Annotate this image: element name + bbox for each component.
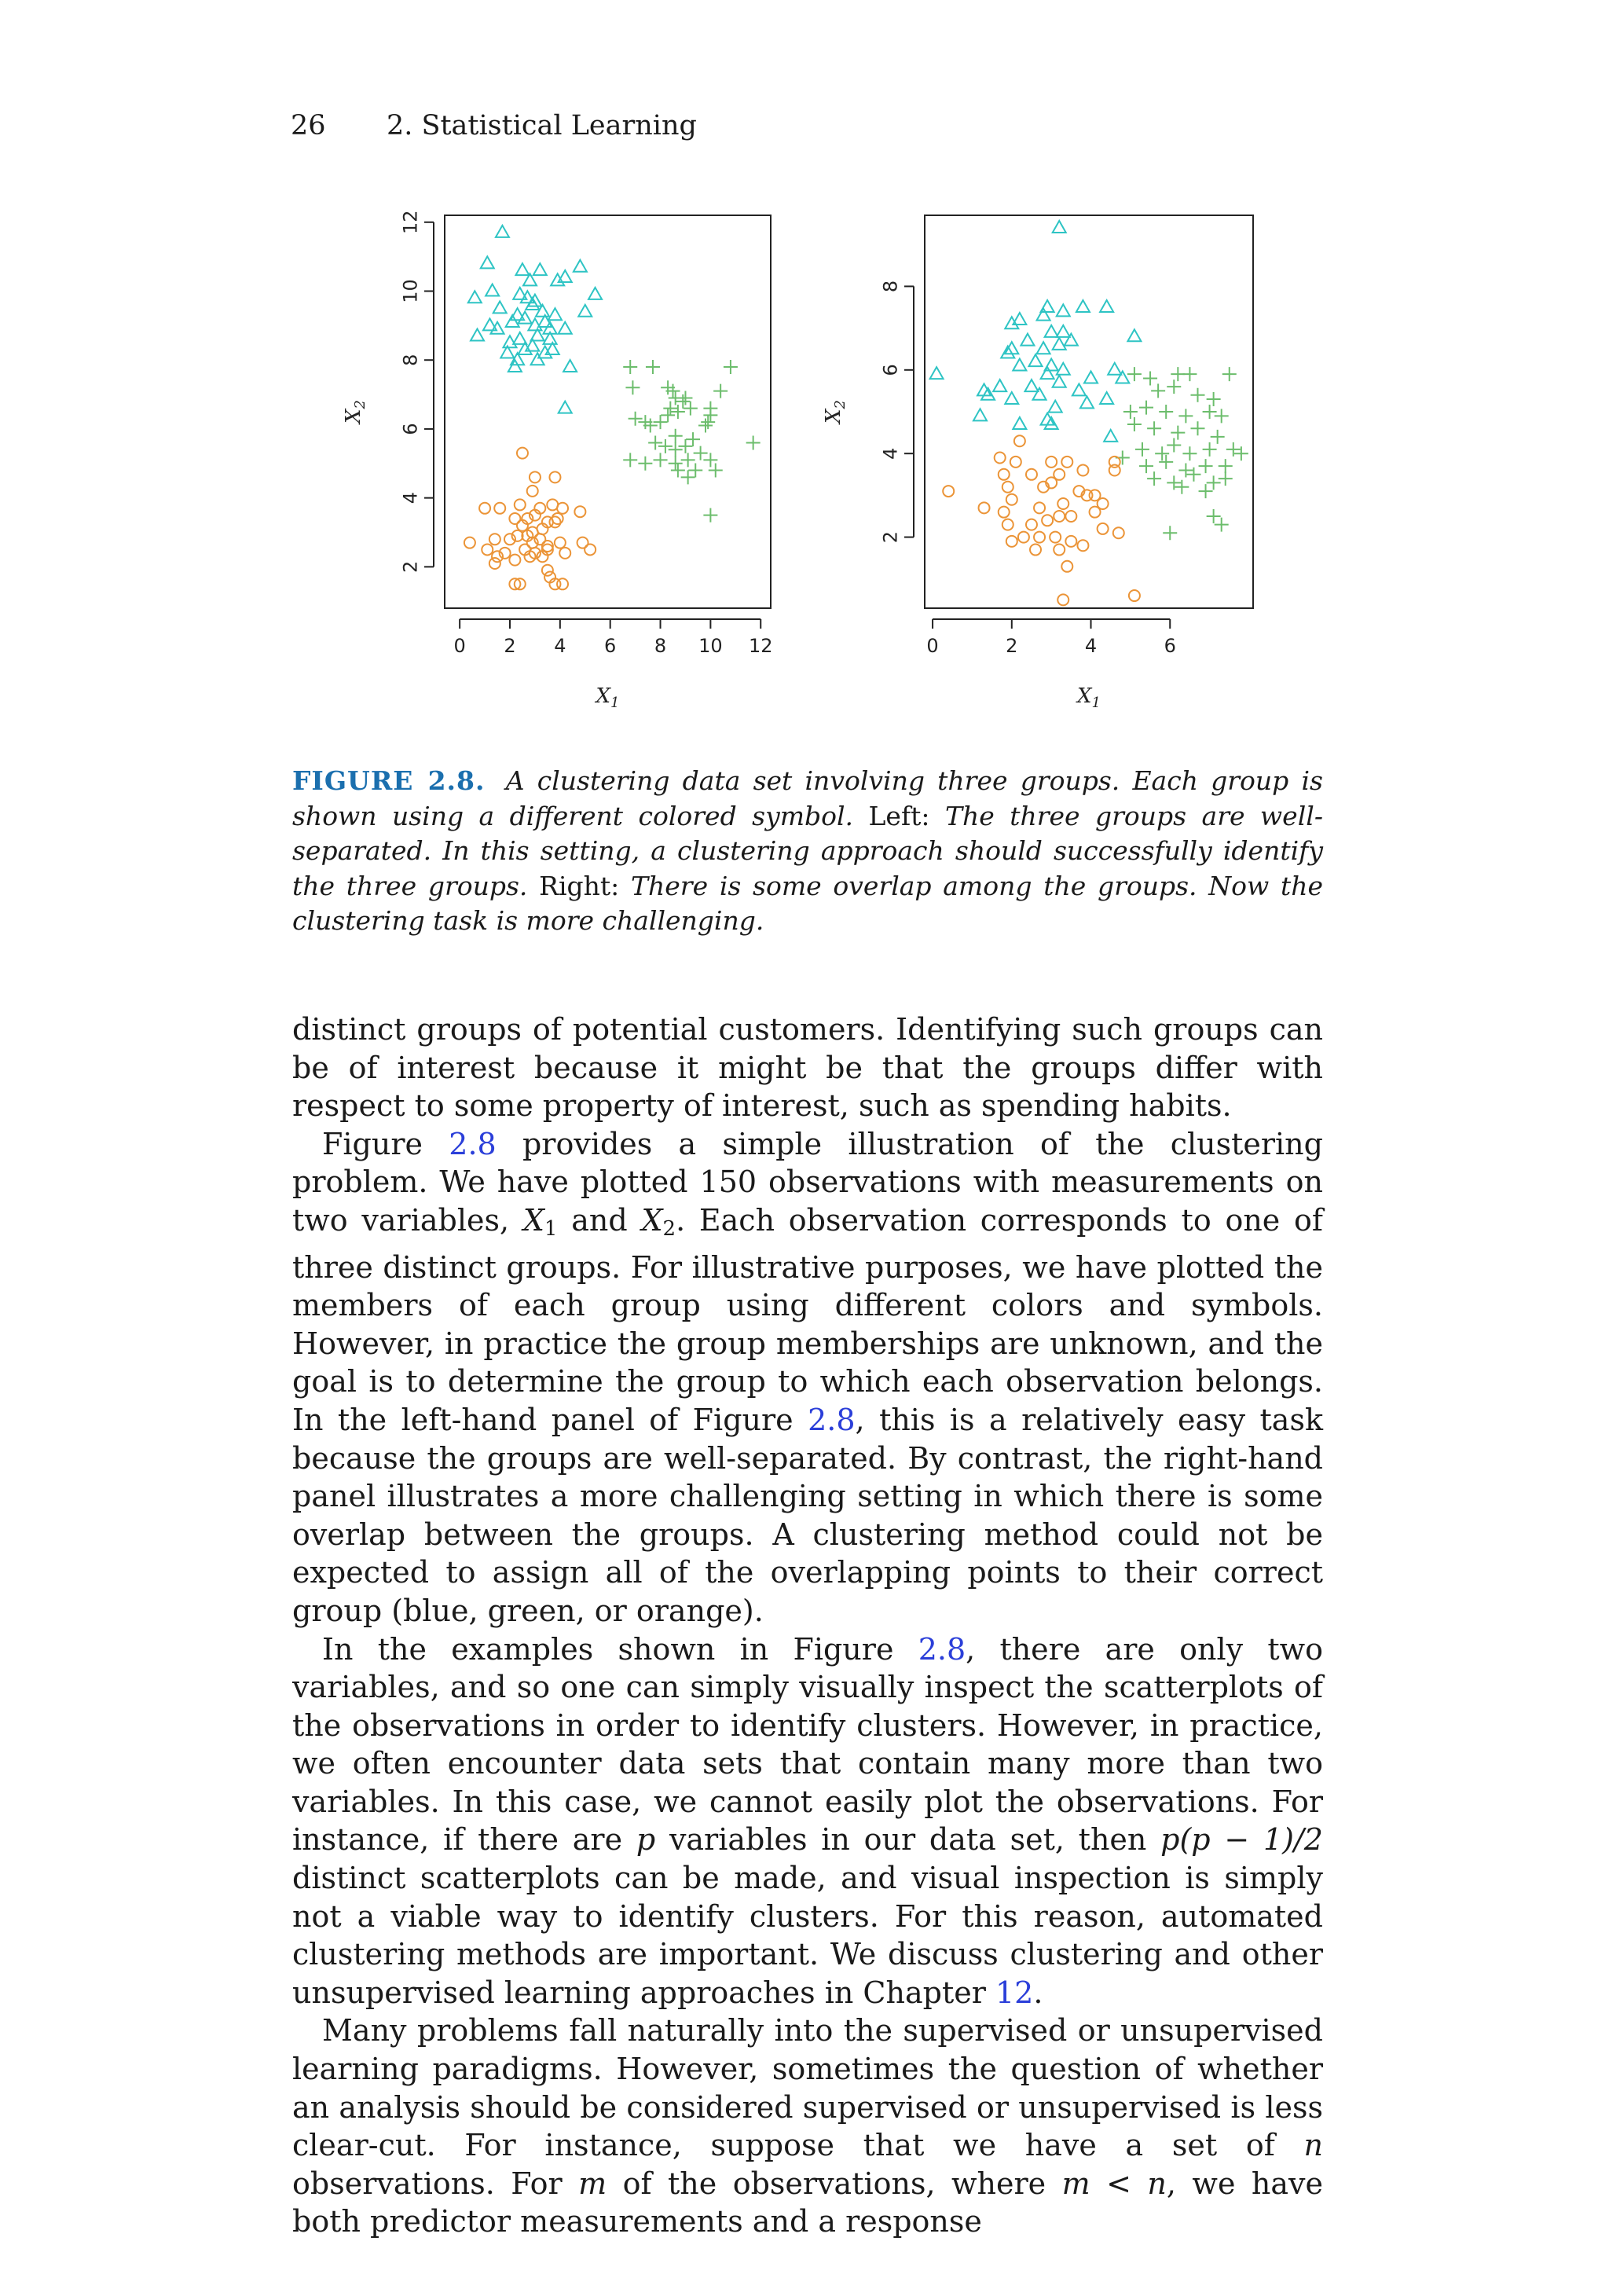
circle-point: [1002, 519, 1013, 530]
plus-point: [661, 408, 675, 422]
circle-point: [1098, 523, 1109, 534]
circle-point: [479, 503, 490, 514]
plus-point: [1167, 380, 1181, 394]
triangle-point: [1037, 342, 1050, 354]
plus-point: [681, 470, 695, 484]
triangle-point: [548, 308, 562, 320]
y-axis-label: $X_2$: [342, 400, 368, 424]
plus-point: [1159, 455, 1173, 469]
circle-point: [1042, 515, 1053, 526]
y-tick-label: 6: [399, 423, 422, 435]
paragraph-3: In the examples shown in Figure 2.8, there are only two variables, and so one can simply visually inspect the scatterplots of the observations in order to identify clusters. However, in practice, we often encounter data sets that contain many more than two variables. In this case, we cannot easily plot the observations. For instance, if there are p variables in our data set, then p(p − 1)/2 distinct scatterplots can be made, and visual inspection is simply not a viable way to identify clusters. For this reason, automated clustering methods are important. We discuss clustering and other unsupervised learning approaches in Chapter 12.: [292, 1631, 1323, 2010]
triangle-point: [1029, 354, 1043, 366]
triangle-point: [1080, 396, 1094, 408]
circle-point: [557, 578, 568, 589]
circle-point: [1090, 507, 1101, 518]
circle-point: [1010, 457, 1021, 468]
triangle-point: [508, 360, 522, 372]
series-plus: [623, 360, 760, 523]
triangle-point: [1041, 367, 1054, 379]
circle-point: [1077, 464, 1088, 475]
plus-point: [654, 415, 668, 429]
circle-point: [549, 471, 560, 482]
plus-point: [629, 412, 643, 426]
caption-sentence-3: There is some overlap among the groups. Now the clustering task is more challenging.: [292, 870, 1323, 937]
triangle-point: [1033, 388, 1046, 400]
circle-point: [999, 507, 1010, 518]
triangle-point: [496, 226, 509, 237]
circle-point: [1026, 469, 1037, 480]
circle-point: [1034, 502, 1045, 513]
plus-point: [1139, 401, 1153, 415]
caption-right-word: Right:: [539, 870, 620, 901]
y-tick-label: 2: [399, 560, 422, 574]
y-tick-label: 2: [879, 530, 902, 544]
circle-point: [552, 513, 563, 524]
triangle-point: [578, 305, 592, 317]
running-head: 2. Statistical Learning: [387, 110, 697, 141]
plus-point: [669, 429, 683, 443]
page-number: 26: [291, 110, 326, 141]
circle-point: [1129, 590, 1140, 601]
math-formula: p(p − 1)/2: [1160, 1822, 1323, 1858]
x-axis-label: $X_1$: [1077, 684, 1101, 711]
triangle-point: [973, 409, 987, 420]
triangle-point: [1021, 334, 1034, 346]
circle-point: [1018, 532, 1029, 543]
triangle-point: [1053, 376, 1066, 387]
circle-point: [509, 555, 520, 566]
circle-point: [1054, 511, 1065, 522]
circle-point: [1113, 527, 1124, 538]
caption-sentence-1: A clustering data set involving three groups. Each group is shown using a different colored symbol.: [292, 765, 1323, 831]
plus-point: [678, 439, 692, 453]
paragraph-1: distinct groups of potential customers. Identifying such groups can be of interest because it might be that the groups differ with respect to some property of interest, such as spending habits.: [292, 1012, 1323, 1124]
plus-point: [669, 442, 683, 457]
triangle-point: [563, 360, 577, 372]
plus-point: [1182, 367, 1197, 381]
circle-point: [1006, 536, 1017, 547]
plus-point: [713, 384, 728, 398]
circle-point: [999, 469, 1010, 480]
triangle-point: [1057, 304, 1070, 316]
circle-point: [555, 537, 566, 548]
circle-point: [1065, 511, 1076, 522]
math-var: X: [641, 1202, 663, 1238]
paragraph-4: Many problems fall naturally into the supervised or unsupervised learning paradigms. However, sometimes the question of whether an analysis should be considered supervised or unsupervised is less clear-cut. For instance, suppose that we have a set of n observations. For m of the observations, where m < n, we have both predictor measurements and a response: [292, 2013, 1323, 2239]
circle-point: [557, 503, 568, 514]
triangle-point: [468, 291, 482, 303]
x-tick-label: 2: [1006, 635, 1018, 657]
triangle-point: [559, 402, 572, 413]
plus-point: [1127, 367, 1142, 381]
circle-point: [517, 448, 528, 459]
circle-point: [1054, 545, 1065, 556]
plus-point: [688, 464, 702, 478]
triangle-point: [930, 367, 944, 379]
circle-point: [574, 506, 585, 517]
math-var: n: [1303, 2128, 1323, 2163]
plus-point: [671, 464, 685, 478]
plus-point: [681, 453, 695, 467]
triangle-point: [1127, 329, 1141, 341]
circle-point: [515, 499, 526, 510]
figure-label: FIGURE 2.8.: [292, 765, 486, 796]
triangle-point: [1076, 300, 1090, 312]
plus-point: [654, 453, 668, 467]
x-tick-label: 6: [604, 635, 617, 657]
y-tick-label: 4: [879, 447, 902, 460]
plus-point: [1171, 426, 1185, 440]
plus-point: [694, 446, 708, 460]
circle-point: [1014, 435, 1025, 446]
plus-point: [686, 432, 700, 446]
chapter-ref-link[interactable]: 12: [995, 1975, 1034, 2010]
triangle-point: [531, 353, 544, 365]
plus-point: [669, 457, 683, 471]
plus-point: [1211, 430, 1225, 444]
paragraph-2: Figure 2.8 provides a simple illustration of the clustering problem. We have plotted 150 observations with measurements on two variables, X1 and X2. Each observation corresponds to one of three distinct groups. For illustrative purposes, we have plotted the members of each group using different colors and symbols. However, in practice the group memberships are unknown, and the goal is to determine the group to which each observation belongs. In the left-hand panel of Figure 2.8, this is a relatively easy task because the groups are well-separated. By contrast, the right-hand panel illustrates a more challenging setting in which there is some overlap between the groups. A clustering method could not be expected to assign all of the overlapping points to their correct group (blue, green, or orange).: [292, 1126, 1323, 1628]
x-tick-label: 8: [654, 635, 667, 657]
plus-point: [1190, 421, 1204, 435]
plus-point: [1203, 442, 1217, 457]
math-var: m: [578, 2166, 607, 2201]
circle-point: [482, 544, 493, 555]
plus-point: [1178, 409, 1193, 423]
y-tick-label: 8: [399, 354, 422, 366]
plus-point: [1163, 526, 1177, 540]
circle-point: [1057, 498, 1068, 509]
triangle-point: [1053, 338, 1066, 350]
plus-point: [1207, 509, 1221, 523]
triangle-point: [1037, 309, 1050, 321]
triangle-point: [1005, 392, 1018, 404]
x-tick-label: 2: [504, 635, 516, 657]
circle-point: [943, 486, 954, 497]
circle-point: [1050, 532, 1061, 543]
triangle-point: [1013, 417, 1026, 429]
y-tick-label: 10: [399, 279, 422, 303]
triangle-point: [1045, 325, 1058, 337]
triangle-point: [1108, 363, 1121, 375]
x-tick-label: 4: [1084, 635, 1098, 657]
caption-sentence-2: The three groups are well-separated. In this setting, a clustering approach should successfully identify the three groups.: [292, 800, 1323, 901]
triangle-point: [559, 322, 572, 334]
circle-point: [995, 453, 1006, 464]
triangle-point: [481, 256, 494, 268]
triangle-point: [533, 263, 547, 275]
circle-point: [1109, 464, 1120, 475]
plus-point: [1147, 471, 1161, 486]
plus-point: [724, 360, 738, 374]
plus-point: [1199, 484, 1213, 498]
plus-point: [658, 439, 673, 453]
plus-point: [1207, 392, 1221, 406]
circle-point: [1077, 540, 1088, 551]
circle-point: [1061, 561, 1072, 572]
circle-point: [464, 537, 475, 548]
plus-point: [1123, 405, 1138, 419]
scatterplot-left: [0, 0, 1609, 754]
figure-ref-link[interactable]: 2.8: [449, 1126, 497, 1161]
triangle-point: [993, 380, 1006, 391]
triangle-point: [588, 288, 602, 299]
circle-point: [1046, 457, 1057, 468]
triangle-point: [1024, 380, 1038, 391]
plus-point: [623, 453, 637, 467]
triangle-point: [1072, 383, 1086, 395]
plus-point: [1167, 438, 1181, 453]
x-tick-label: 6: [1164, 635, 1176, 657]
y-tick-label: 12: [399, 210, 422, 235]
triangle-point: [1065, 334, 1078, 346]
figure-caption: [292, 764, 1323, 939]
triangle-point: [574, 260, 587, 272]
circle-point: [1065, 536, 1076, 547]
circle-point: [542, 565, 553, 576]
circle-point: [979, 502, 990, 513]
circle-point: [1057, 594, 1068, 605]
triangle-point: [1084, 371, 1098, 383]
triangle-point: [471, 329, 484, 341]
plus-point: [1215, 518, 1229, 532]
circle-point: [489, 534, 500, 545]
plus-point: [701, 415, 715, 429]
math-sub: 2: [662, 1216, 676, 1241]
plus-point: [1222, 367, 1237, 381]
circle-point: [1030, 545, 1041, 556]
plus-point: [1199, 459, 1213, 473]
triangle-point: [1116, 371, 1129, 383]
figure-2-8: [0, 0, 1609, 754]
plus-point: [1139, 459, 1153, 473]
plus-point: [746, 435, 761, 449]
circle-point: [530, 471, 541, 482]
plus-point: [1151, 383, 1165, 398]
circle-point: [489, 558, 500, 569]
plus-point: [1190, 388, 1204, 402]
series-triangle: [468, 226, 602, 413]
y-tick-label: 6: [879, 364, 902, 376]
plus-point: [1143, 371, 1157, 385]
triangle-point: [1053, 221, 1066, 233]
plus-point: [1182, 446, 1197, 460]
math-sub: 1: [544, 1216, 558, 1241]
figure-ref-link[interactable]: 2.8: [808, 1402, 856, 1437]
series-triangle: [930, 221, 1142, 442]
math-var: p: [636, 1822, 656, 1858]
triangle-point: [1049, 401, 1062, 413]
circle-point: [549, 516, 560, 527]
triangle-point: [1057, 363, 1070, 375]
triangle-point: [1013, 358, 1026, 370]
body-text: [292, 1010, 1323, 2241]
plus-point: [1135, 442, 1149, 457]
left-panel: [342, 210, 773, 711]
plus-point: [1219, 459, 1233, 473]
circle-point: [1034, 532, 1045, 543]
x-tick-label: 10: [698, 635, 723, 657]
plus-point: [623, 360, 637, 374]
y-axis-label: $X_2$: [822, 400, 848, 424]
triangle-point: [1104, 430, 1117, 442]
x-tick-label: 0: [453, 635, 466, 657]
circle-point: [527, 486, 538, 497]
y-tick-label: 4: [399, 492, 422, 504]
math-inequality: m < n: [1061, 2166, 1167, 2201]
series-circle: [943, 435, 1140, 605]
series-circle: [464, 448, 596, 590]
plus-point: [1147, 421, 1161, 435]
plus-point: [625, 380, 640, 394]
triangle-point: [1100, 300, 1113, 312]
y-tick-label: 8: [879, 280, 902, 293]
circle-point: [559, 548, 570, 559]
plus-point: [1159, 405, 1173, 419]
circle-point: [1061, 457, 1072, 468]
triangle-point: [486, 284, 499, 295]
triangle-point: [1057, 325, 1070, 337]
figure-ref-link[interactable]: 2.8: [918, 1631, 966, 1667]
x-tick-label: 4: [554, 635, 566, 657]
right-panel: [822, 215, 1253, 711]
circle-point: [494, 503, 505, 514]
plus-point: [1155, 446, 1169, 460]
circle-point: [1002, 482, 1013, 493]
x-axis-label: $X_1$: [596, 684, 620, 711]
caption-left-word: Left:: [868, 800, 930, 831]
plus-point: [638, 457, 652, 471]
x-tick-label: 0: [926, 635, 939, 657]
math-var: X: [522, 1202, 544, 1238]
x-tick-label: 12: [748, 635, 773, 657]
series-plus: [1116, 367, 1248, 540]
plus-point: [648, 435, 662, 449]
triangle-point: [1100, 392, 1113, 404]
circle-point: [1026, 519, 1037, 530]
circle-point: [585, 544, 596, 555]
triangle-point: [515, 263, 529, 275]
plus-point: [646, 360, 660, 374]
plus-point: [1127, 417, 1142, 431]
plus-point: [703, 508, 717, 523]
circle-point: [1006, 494, 1017, 505]
triangle-point: [493, 301, 507, 313]
